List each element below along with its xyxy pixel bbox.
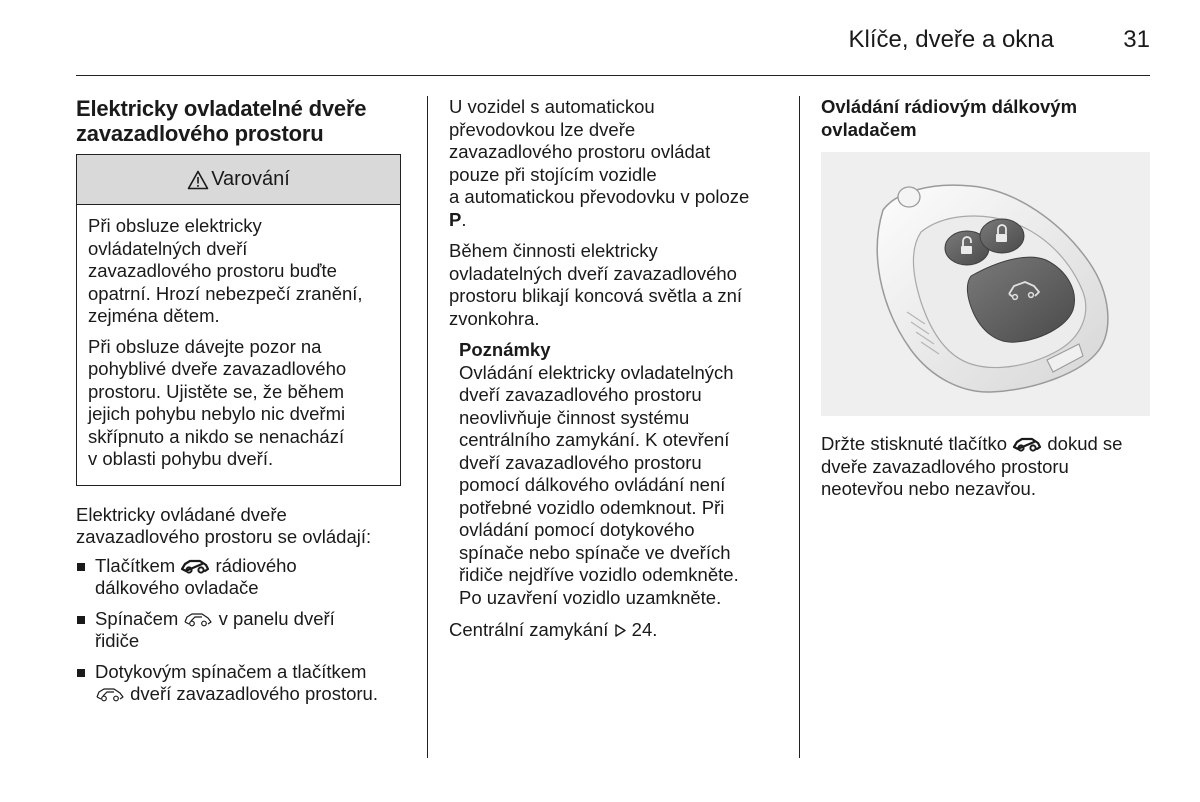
header-rule xyxy=(76,75,1150,76)
warning-paragraph: Při obsluze elektricky ovládatelných dveří zavazadlového prostoru buďte opatrní. Hrozí nebezpečí zranění, zejména dětem. xyxy=(88,215,363,326)
warning-box xyxy=(76,154,401,486)
left-column xyxy=(76,96,416,714)
middle-column xyxy=(449,96,789,642)
bullet-marker xyxy=(77,669,85,677)
trunk-remote-button-icon xyxy=(180,558,210,574)
caption: Držte stisknuté tlačítko dokud se dveře zavazadlového prostoru neotevřou nebo nezavřou. xyxy=(821,433,1123,499)
list-item: Spínačem v panelu dveří řidiče xyxy=(76,608,416,653)
trunk-touch-switch-icon xyxy=(95,686,125,702)
column-divider-left xyxy=(427,96,428,758)
page-header xyxy=(0,0,1200,80)
bullet-marker xyxy=(77,616,85,624)
note-title: Poznámky xyxy=(459,339,551,360)
warning-header xyxy=(77,155,400,205)
list-item: Dotykovým spínačem a tlačítkem dveří zavazadlového prostoru. xyxy=(76,661,416,706)
paragraph: Během činnosti elektricky ovladatelných dveří zavazadlového prostoru blikají koncová světla a zní zvonkohra. xyxy=(449,240,743,329)
intro-paragraph: Elektricky ovládané dveře zavazadlového prostoru se ovládají: xyxy=(76,503,372,547)
gear-position: P xyxy=(449,208,462,230)
page-number: 31 xyxy=(1123,26,1150,53)
reference-arrow-icon xyxy=(614,623,627,638)
right-column xyxy=(821,96,1151,501)
car-key-fob-illustration xyxy=(821,152,1150,416)
trunk-touch-switch-icon xyxy=(183,611,213,627)
cross-reference[interactable]: Centrální zamykání 24. xyxy=(449,619,658,640)
bullet-marker xyxy=(77,563,85,571)
warning-triangle-icon xyxy=(187,170,209,190)
list-item: Tlačítkem rádiového dálkového ovladače xyxy=(76,555,416,600)
note-block: Poznámky Ovládání elektricky ovladatelných dveří zavazadlového prostoru neovlivňuje činnost systému centrálního zamykání. K otevření dveří zavazadlového prostoru pomocí dálkového ovládání není potřebné vozidlo odemknout. Při ovládání pomocí dotykového spínače nebo spínače ve dveřích řidiče nejdříve vozidlo odemkněte. Po uzavření vozidlo uzamkněte. xyxy=(449,339,789,609)
column-divider-right xyxy=(799,96,800,758)
trunk-remote-button-icon xyxy=(1012,436,1042,452)
bullet-list xyxy=(76,555,416,706)
chapter-title: Klíče, dveře a okna xyxy=(848,26,1054,53)
warning-body xyxy=(77,205,400,485)
warning-label: Varování xyxy=(211,168,290,191)
paragraph: U vozidel s automatickou převodovkou lze dveře zavazadlového prostoru ovládat pouze při stojícím vozidle a automatickou převodovku v poloze P. xyxy=(449,96,750,230)
subsection-title: Ovládání rádiovým dálkovým ovladačem xyxy=(821,96,1078,140)
section-title: Elektricky ovladatelné dveře zavazadlového prostoru xyxy=(76,96,367,146)
warning-paragraph: Při obsluze dávejte pozor na pohyblivé dveře zavazadlového prostoru. Ujistěte se, že během jejich pohybu nebylo nic dveřmi skřípnuto a nikdo se nenachází v oblasti pohybu dveří. xyxy=(88,335,347,469)
